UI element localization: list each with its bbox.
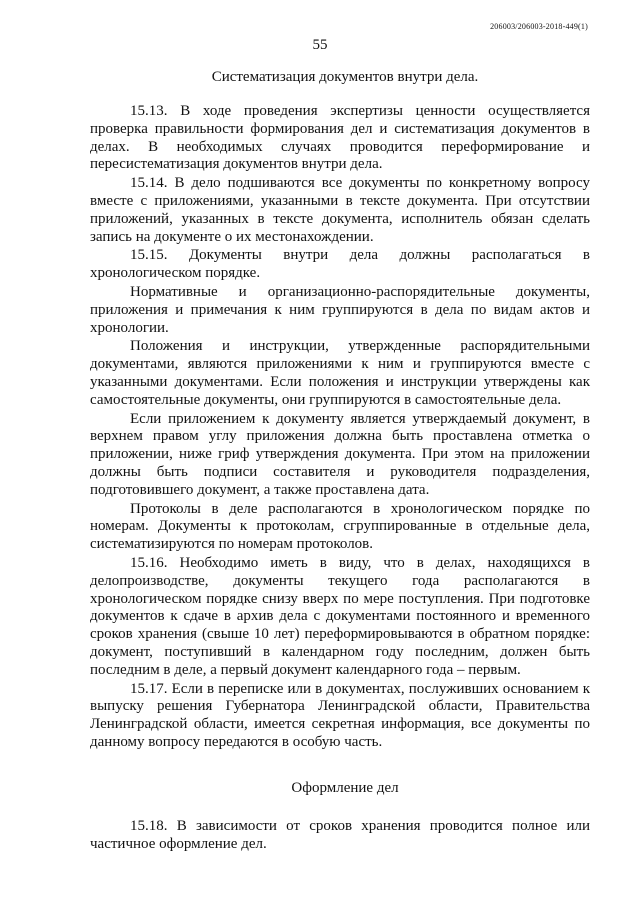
- paragraph: Положения и инструкции, утвержденные распорядительными документами, являются приложениями к ним и группируются вместе с указанными документами. Если положения и инструкции утверждены как самостоятельные документы, они группируются в самостоятельные дела.: [90, 338, 590, 408]
- page-number: 55: [312, 37, 328, 53]
- section-body-systematization: [90, 103, 590, 753]
- section-body-file-formatting: [90, 818, 590, 855]
- paragraph: 15.15. Документы внутри дела должны располагаться в хронологическом порядке.: [90, 247, 590, 282]
- section-heading-file-formatting: Оформление дел: [291, 780, 399, 796]
- paragraph: Нормативные и организационно-распорядительные документы, приложения и примечания к ним группируются в дела по видам актов и хронологии.: [90, 283, 590, 336]
- section-heading-systematization: Систематизация документов внутри дела.: [211, 69, 479, 85]
- paragraph: 15.14. В дело подшиваются все документы по конкретному вопросу вместе с приложениями, указанными в тексте документа. При отсутствии приложений, указанных в тексте документа, исполнитель обязан сделать запись на документе о их местонахождении.: [90, 175, 590, 245]
- paragraph: Протоколы в деле располагаются в хронологическом порядке по номерам. Документы к протоколам, сгруппированные в отдельные дела, систематизируются по номерам протоколов.: [90, 500, 590, 553]
- paragraph: 15.13. В ходе проведения экспертизы ценности осуществляется проверка правильности формирования дел и систематизация документов в делах. В необходимых случаях проводится переформирование и пересистематизация документов внутри дела.: [90, 103, 590, 173]
- document-id: 206003/206003-2018-449(1): [490, 22, 588, 31]
- paragraph: Если приложением к документу является утверждаемый документ, в верхнем правом углу приложения должна быть проставлена отметка о приложении, ниже гриф утверждения документа. При этом на приложении должны быть подписи составителя и руководителя подразделения, подготовившего документ, а также проставлена дата.: [90, 410, 590, 498]
- paragraph: 15.16. Необходимо иметь в виду, что в делах, находящихся в делопроизводстве, документы текущего года располагаются в хронологическом порядке снизу вверх по мере поступления. При подготовке документов к сдаче в архив дела с документами постоянного и временного сроков хранения (свыше 10 лет) переформировываются в обратном порядке: документ, поступивший в календарном году последним, должен быть последним в деле, а первый документ календарного года – первым.: [90, 554, 590, 678]
- paragraph: 15.18. В зависимости от сроков хранения проводится полное или частичное оформление дел.: [90, 818, 590, 852]
- paragraph: 15.17. Если в переписке или в документах, послуживших основанием к выпуску решения Губернатора Ленинградской области, Правительства Ленинградской области, имеется секретная информация, все документы по данному вопросу передаются в особую часть.: [90, 680, 590, 750]
